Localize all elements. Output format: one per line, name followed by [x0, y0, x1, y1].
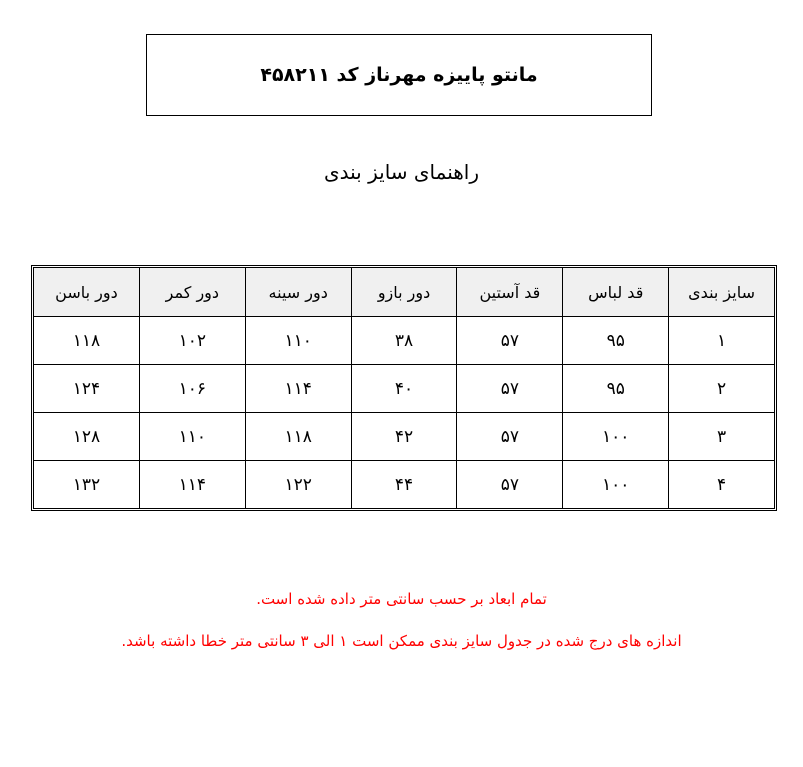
table-cell: ۵۷ — [457, 365, 563, 413]
title-box — [146, 34, 652, 116]
table-cell: ۱۱۸ — [34, 317, 140, 365]
table-cell: ۱۲۲ — [245, 461, 351, 509]
table-cell: ۱۳۲ — [34, 461, 140, 509]
header-hip: دور باسن — [34, 268, 140, 317]
document-subtitle: راهنمای سایز بندی — [323, 160, 480, 184]
header-size: سایز بندی — [669, 268, 775, 317]
note-tolerance: اندازه های درج شده در جدول سایز بندی ممکن است ۱ الی ۳ سانتی متر خطا داشته باشد. — [121, 632, 682, 650]
table-cell: ۱۰۶ — [139, 365, 245, 413]
header-chest: دور سینه — [245, 268, 351, 317]
table-cell: ۱۱۸ — [245, 413, 351, 461]
header-sleeve: قد آستین — [457, 268, 563, 317]
table-row — [34, 365, 775, 413]
table-cell: ۵۷ — [457, 461, 563, 509]
table-cell: ۵۷ — [457, 413, 563, 461]
table-cell: ۱۰۲ — [139, 317, 245, 365]
table-cell: ۴ — [669, 461, 775, 509]
table-header-row — [34, 268, 775, 317]
table-cell: ۳۸ — [351, 317, 457, 365]
table-cell: ۱۱۴ — [245, 365, 351, 413]
table-cell: ۱۲۴ — [34, 365, 140, 413]
table-row — [34, 317, 775, 365]
table-cell: ۴۲ — [351, 413, 457, 461]
size-table — [33, 267, 775, 509]
table-cell: ۱۲۸ — [34, 413, 140, 461]
size-table-frame — [31, 265, 777, 511]
table-cell: ۱۱۴ — [139, 461, 245, 509]
header-waist: دور کمر — [139, 268, 245, 317]
table-cell: ۱۱۰ — [245, 317, 351, 365]
table-row — [34, 413, 775, 461]
table-cell: ۱۰۰ — [563, 461, 669, 509]
document-title: مانتو پاییزه مهرناز کد ۴۵۸۲۱۱ — [260, 64, 538, 86]
table-row — [34, 461, 775, 509]
table-cell: ۵۷ — [457, 317, 563, 365]
header-arm: دور بازو — [351, 268, 457, 317]
table-cell: ۹۵ — [563, 317, 669, 365]
table-cell: ۱ — [669, 317, 775, 365]
header-length: قد لباس — [563, 268, 669, 317]
table-cell: ۱۰۰ — [563, 413, 669, 461]
table-cell: ۳ — [669, 413, 775, 461]
table-cell: ۴۰ — [351, 365, 457, 413]
table-cell: ۹۵ — [563, 365, 669, 413]
table-cell: ۲ — [669, 365, 775, 413]
table-cell: ۴۴ — [351, 461, 457, 509]
note-units: تمام ابعاد بر حسب سانتی متر داده شده است. — [256, 590, 547, 608]
table-cell: ۱۱۰ — [139, 413, 245, 461]
